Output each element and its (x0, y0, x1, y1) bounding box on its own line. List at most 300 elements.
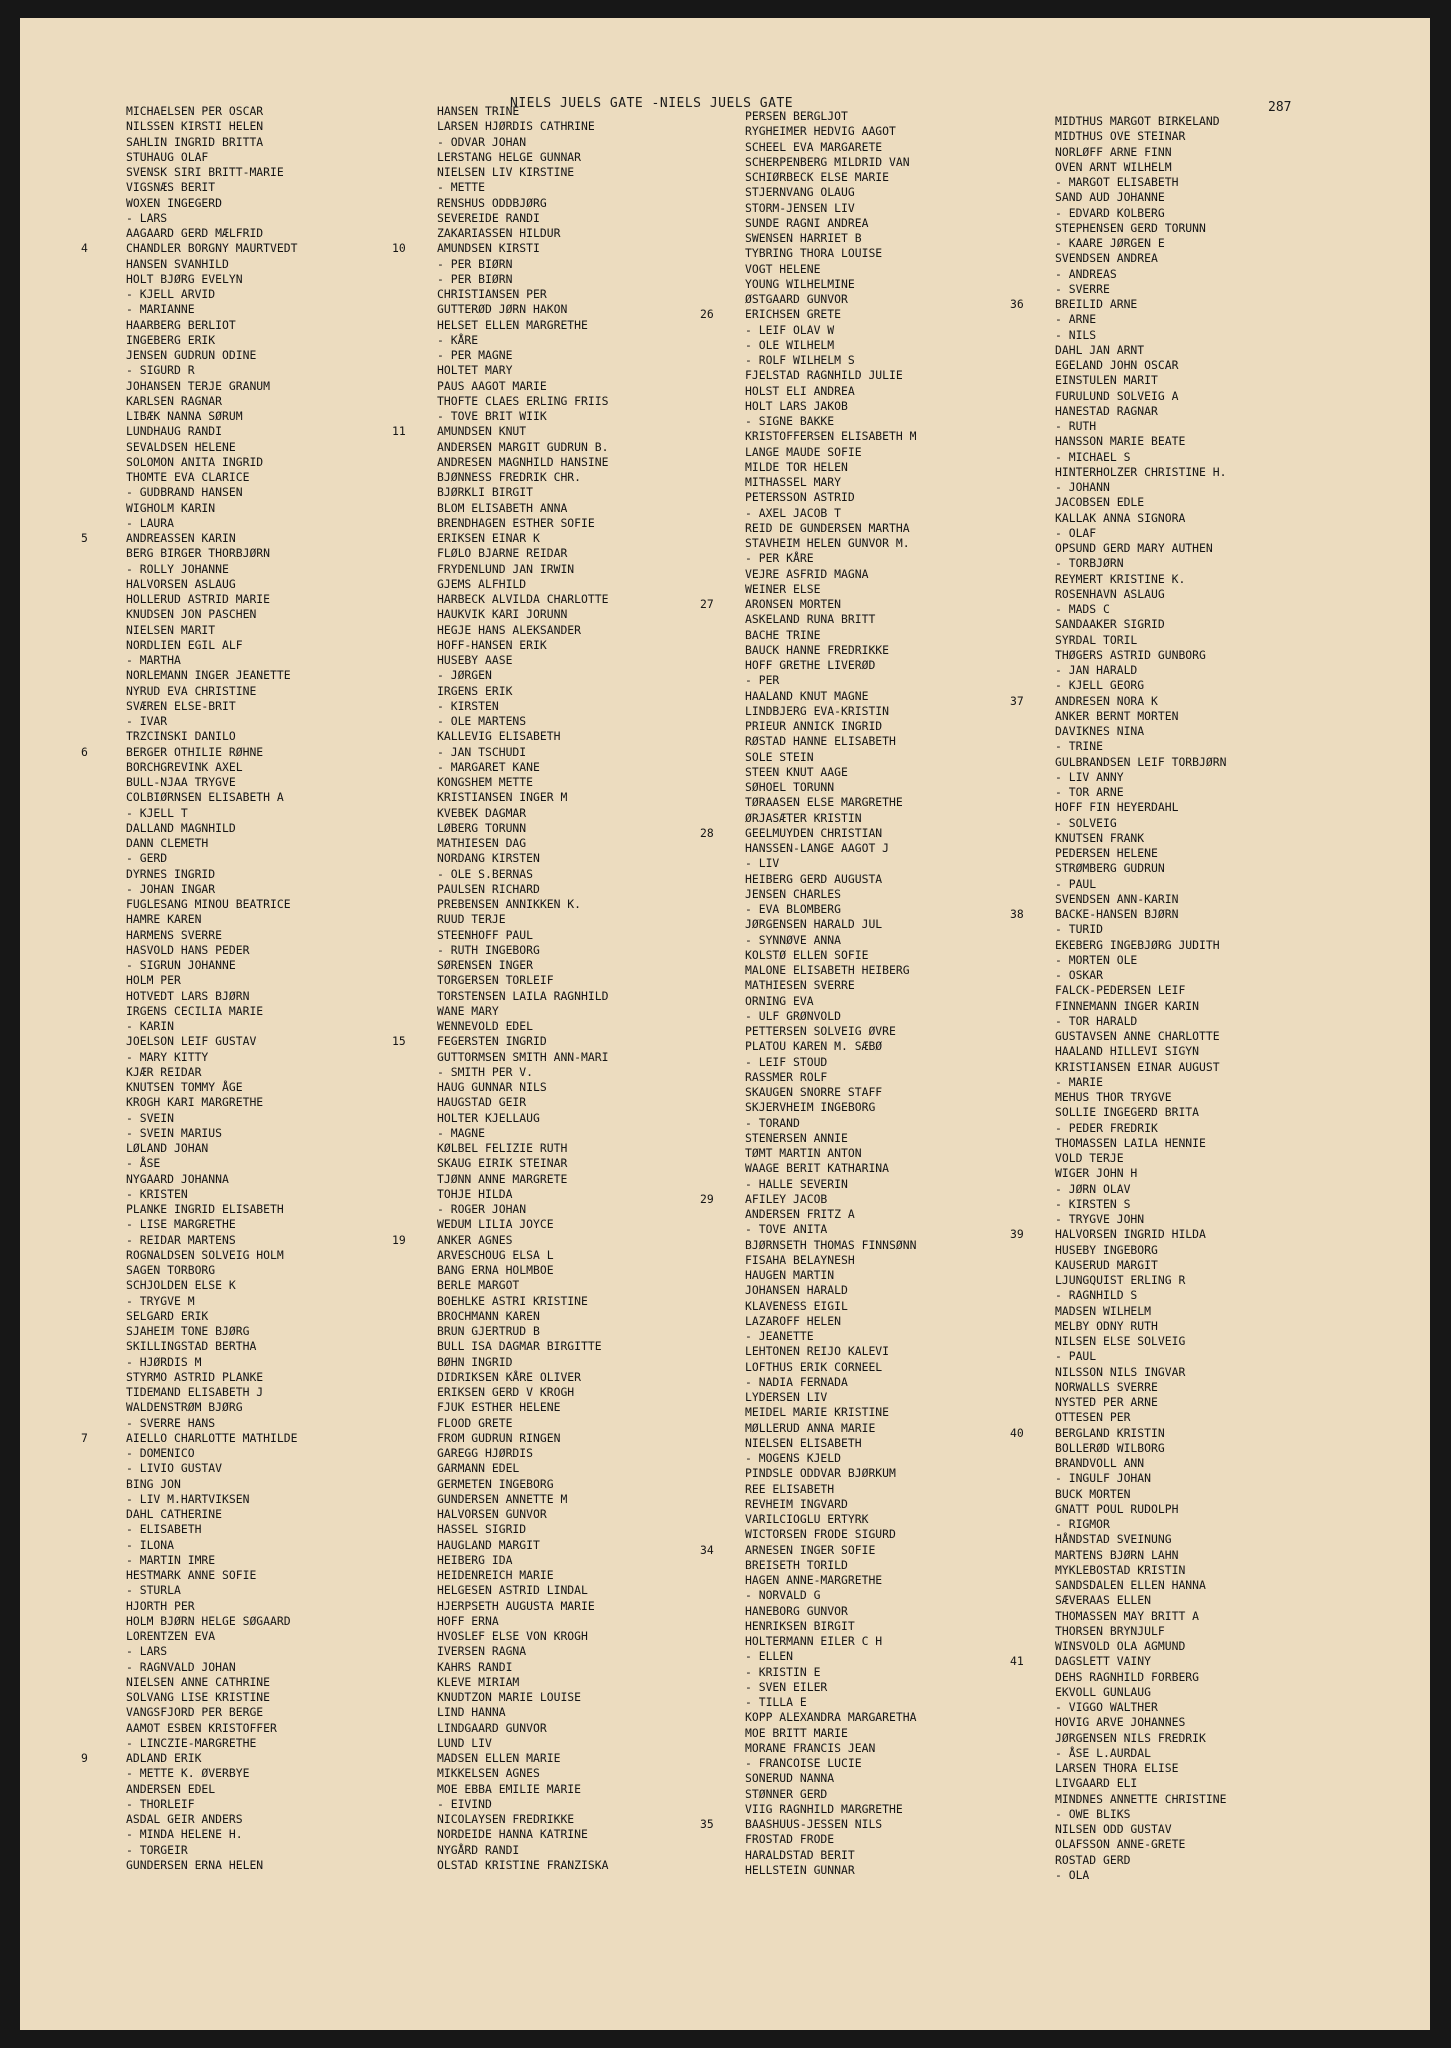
resident-entry (1055, 1014, 1295, 1029)
resident-entry (745, 1451, 985, 1466)
resident-entry (126, 1782, 366, 1797)
resident-entry (745, 399, 985, 414)
resident-entry (745, 567, 985, 582)
resident-entry (1055, 1166, 1295, 1181)
resident-name: - OLE S.BERNAS (437, 866, 534, 881)
resident-name: - TILLA E (745, 1695, 807, 1709)
resident-name: - JEANETTE (745, 1329, 814, 1343)
resident-name: VEJRE ASFRID MAGNA (745, 566, 869, 581)
resident-name: HENRIKSEN BIRGIT (745, 1618, 855, 1633)
resident-entry (745, 704, 985, 719)
resident-name: GUNDERSEN ANNETTE M (437, 1491, 568, 1506)
resident-entry (745, 994, 985, 1009)
resident-entry (1055, 1593, 1295, 1608)
resident-name: SCHIØRBECK ELSE MARIE (745, 170, 890, 184)
resident-entry (745, 1512, 985, 1527)
resident-entry (437, 1675, 677, 1690)
resident-name: SØHOEL TORUNN (745, 780, 835, 794)
resident-name: REVHEIM INGVARD (745, 1496, 848, 1511)
resident-name: ANKER AGNES (437, 1232, 513, 1247)
resident-name: ORNING EVA (745, 993, 814, 1008)
resident-name: SEVALDSEN HELENE (126, 439, 236, 454)
resident-entry (126, 1324, 366, 1339)
resident-entry (1055, 1456, 1295, 1471)
resident-entry (126, 1019, 366, 1034)
resident-name: - THORLEIF (126, 1796, 195, 1811)
resident-name: SOLLIE INGEGERD BRITA (1055, 1105, 1200, 1120)
resident-entry (1055, 846, 1295, 861)
resident-name: - LEIF STOUD (745, 1054, 828, 1069)
resident-entry (392, 241, 677, 256)
resident-name: EKVOLL GUNLAUG (1055, 1684, 1152, 1699)
resident-entry (126, 1614, 366, 1629)
resident-entry (437, 1141, 677, 1156)
resident-name: HANSSEN-LANGE AAGOT J (745, 841, 890, 855)
resident-entry (437, 455, 677, 470)
resident-entry (126, 1538, 366, 1553)
resident-entry (437, 272, 677, 287)
resident-name: - TOR HARALD (1055, 1013, 1138, 1028)
resident-entry (437, 1492, 677, 1507)
resident-entry (745, 1680, 985, 1695)
resident-entry (1055, 1471, 1295, 1486)
resident-entry (1055, 1182, 1295, 1197)
resident-entry (745, 1344, 985, 1359)
resident-entry (1055, 236, 1295, 251)
resident-name: MICHAELSEN PER OSCAR (126, 104, 264, 118)
resident-name: ZAKARIASSEN HILDUR (437, 226, 561, 240)
resident-name: NORWALLS SVERRE (1055, 1379, 1158, 1394)
resident-name: NICOLAYSEN FREDRIKKE (437, 1812, 575, 1826)
resident-entry (1010, 1425, 1295, 1441)
resident-entry (1055, 114, 1295, 129)
resident-entry (126, 851, 366, 866)
resident-name: - ROGER JOHAN (437, 1202, 527, 1216)
resident-entry (1055, 495, 1295, 510)
resident-entry (1055, 465, 1295, 480)
resident-name: TIDEMAND ELISABETH J (126, 1385, 264, 1399)
resident-entry (1055, 877, 1295, 892)
resident-name: BØHN INGRID (437, 1354, 513, 1369)
resident-entry (1055, 648, 1295, 663)
resident-name: - ULF GRØNVOLD (745, 1008, 842, 1023)
resident-entry (126, 592, 366, 607)
resident-entry (437, 775, 677, 790)
resident-entry (437, 104, 677, 119)
resident-entry (1055, 709, 1295, 724)
resident-entry (126, 1187, 366, 1202)
resident-name: - TRYGVE M (126, 1293, 195, 1308)
resident-name: BUCK MORTEN (1055, 1486, 1131, 1501)
resident-entry (437, 1721, 677, 1736)
resident-name: - KIRSTEN (437, 698, 499, 713)
resident-entry (437, 760, 677, 775)
resident-name: - SIGRUN JOHANNE (126, 958, 236, 972)
resident-name: - TOVE BRIT WIIK (437, 409, 547, 423)
resident-entry (126, 1568, 366, 1583)
resident-entry (437, 1568, 677, 1583)
resident-name: ASKELAND RUNA BRITT (745, 612, 876, 627)
resident-name: LANGE MAUDE SOFIE (745, 444, 862, 459)
resident-entry (437, 318, 677, 333)
resident-entry (745, 429, 985, 444)
resident-entry (437, 363, 677, 378)
house-number: 38 (1010, 907, 1024, 921)
resident-name: - LISE MARGRETHE (126, 1217, 236, 1232)
resident-entry (745, 140, 985, 155)
resident-name: HANSEN SVANHILD (126, 256, 229, 271)
resident-name: - MADS C (1055, 602, 1110, 616)
resident-name: VIGSNÆS BERIT (126, 180, 216, 195)
resident-entry (126, 714, 366, 729)
resident-name: HOFF FIN HEYERDAHL (1055, 800, 1179, 815)
resident-entry (437, 867, 677, 882)
resident-entry (437, 1812, 677, 1827)
resident-name: - JOHANN (1055, 480, 1110, 494)
resident-entry (437, 790, 677, 805)
resident-name: - LARS (126, 1644, 168, 1659)
resident-entry (1055, 1822, 1295, 1837)
resident-entry (1055, 1548, 1295, 1563)
resident-entry (437, 668, 677, 683)
resident-entry (437, 180, 677, 195)
resident-name: IRGENS CECILIA MARIE (126, 1003, 264, 1018)
resident-entry (437, 1477, 677, 1492)
resident-entry (126, 1766, 366, 1781)
resident-entry (437, 653, 677, 668)
resident-entry (745, 1649, 985, 1664)
resident-entry (437, 623, 677, 638)
resident-name: SOLVANG LISE KRISTINE (126, 1690, 271, 1704)
resident-name: - EVA BLOMBERG (745, 902, 842, 916)
resident-entry (1055, 1685, 1295, 1700)
resident-name: LAZAROFF HELEN (745, 1313, 842, 1328)
resident-entry (1055, 1517, 1295, 1532)
resident-entry (126, 1583, 366, 1598)
resident-entry (1055, 1258, 1295, 1273)
resident-name: NYSTED PER ARNE (1055, 1395, 1158, 1409)
resident-name: - ILONA (126, 1537, 175, 1552)
resident-entry (437, 745, 677, 760)
resident-entry (1055, 1395, 1295, 1410)
resident-entry (392, 1232, 677, 1248)
resident-name: - MARIE (1055, 1074, 1104, 1089)
resident-entry (1055, 724, 1295, 739)
resident-name: BULL-NJAA TRYGVE (126, 775, 236, 789)
resident-entry (745, 1085, 985, 1100)
resident-name: HAUGLAND MARGIT (437, 1537, 540, 1552)
resident-name: MELBY ODNY RUTH (1055, 1318, 1158, 1333)
resident-name: - SVEIN (126, 1110, 175, 1125)
resident-name: MIDTHUS OVE STEINAR (1055, 129, 1186, 144)
resident-entry (126, 546, 366, 561)
resident-name: BREILID ARNE (1055, 297, 1138, 311)
resident-name: RENSHUS ODDBJØRG (437, 195, 547, 210)
resident-entry (745, 887, 985, 902)
resident-entry (437, 562, 677, 577)
resident-entry (437, 1751, 677, 1766)
resident-name: - KJELL ARVID (126, 287, 216, 301)
resident-name: DYRNES INGRID (126, 866, 216, 881)
resident-entry (126, 623, 366, 638)
resident-entry (745, 948, 985, 963)
resident-entry (437, 1736, 677, 1751)
resident-entry (1055, 968, 1295, 983)
resident-name: - INGULF JOHAN (1055, 1471, 1152, 1486)
resident-name: - MAGNE (437, 1125, 486, 1140)
resident-entry (437, 1019, 677, 1034)
resident-name: THØGERS ASTRID GUNBORG (1055, 647, 1206, 662)
resident-entry (437, 1599, 677, 1614)
resident-name: STJERNVANG OLAUG (745, 185, 855, 200)
resident-name: STAVHEIM HELEN GUNVOR M. (745, 536, 910, 550)
resident-name: PERSEN BERGLJOT (745, 109, 848, 123)
resident-entry (745, 216, 985, 231)
resident-name: SVÆREN ELSE-BRIT (126, 698, 236, 713)
resident-entry (700, 1191, 985, 1207)
resident-name: BAUCK HANNE FREDRIKKE (745, 642, 890, 657)
resident-name: SAND AUD JOHANNE (1055, 190, 1165, 205)
resident-name: THOMTE EVA CLARICE (126, 470, 250, 484)
resident-entry (1055, 419, 1295, 434)
resident-entry (1055, 282, 1295, 297)
resident-name: - KJELL GEORG (1055, 678, 1145, 693)
resident-name: MITHASSEL MARY (745, 475, 842, 489)
resident-name: HJORTH PER (126, 1598, 195, 1613)
resident-name: VOGT HELENE (745, 261, 821, 276)
resident-entry (1055, 1441, 1295, 1456)
resident-entry (126, 638, 366, 653)
resident-entry (745, 872, 985, 887)
resident-entry (126, 272, 366, 287)
resident-name: MEIDEL MARIE KRISTINE (745, 1405, 890, 1420)
resident-entry (745, 1527, 985, 1542)
page-number: 287 (1268, 100, 1292, 115)
resident-name: - TURID (1055, 922, 1104, 937)
resident-entry (126, 1599, 366, 1614)
resident-name: WEDUM LILIA JOYCE (437, 1217, 554, 1232)
resident-name: STENERSEN ANNIE (745, 1130, 848, 1145)
resident-entry (745, 1207, 985, 1222)
resident-entry (745, 551, 985, 566)
resident-name: GUTTERØD JØRN HAKON (437, 302, 568, 317)
resident-name: BACHE TRINE (745, 627, 821, 642)
resident-entry (1055, 770, 1295, 785)
resident-name: HAARBERG BERLIOT (126, 317, 236, 332)
resident-name: - RAGNHILD S (1055, 1288, 1138, 1303)
resident-name: ANDERSEN EDEL (126, 1781, 216, 1796)
resident-entry (126, 1004, 366, 1019)
resident-name: MATHIESEN SVERRE (745, 978, 855, 993)
resident-name: HOLTER KJELLAUG (437, 1110, 540, 1125)
resident-entry (126, 973, 366, 988)
resident-entry (437, 516, 677, 531)
resident-entry (126, 485, 366, 500)
resident-entry (437, 302, 677, 317)
resident-name: BJØNNESS FREDRIK CHR. (437, 470, 582, 484)
resident-entry (745, 1177, 985, 1192)
resident-name: KNUTSEN TOMMY ÅGE (126, 1080, 243, 1094)
resident-entry (1055, 800, 1295, 815)
resident-entry (1055, 1288, 1295, 1303)
resident-entry (126, 1095, 366, 1110)
resident-name: WAAGE BERIT KATHARINA (745, 1161, 890, 1176)
resident-name: HEGJE HANS ALEKSANDER (437, 622, 582, 637)
resident-name: BRENDHAGEN ESTHER SOFIE (437, 515, 595, 530)
resident-name: - ROLF WILHELM S (745, 353, 855, 367)
resident-name: LEHTONEN REIJO KALEVI (745, 1344, 890, 1359)
resident-name: VIIG RAGNHILD MARGRETHE (745, 1801, 903, 1816)
resident-name: DAVIKNES NINA (1055, 724, 1145, 738)
resident-entry (745, 1695, 985, 1710)
resident-entry (437, 1355, 677, 1370)
resident-name: NYGÅRD RANDI (437, 1842, 520, 1857)
resident-entry (126, 668, 366, 683)
resident-entry (1055, 526, 1295, 541)
resident-entry (437, 851, 677, 866)
resident-name: LIND HANNA (437, 1705, 506, 1720)
resident-entry (126, 211, 366, 226)
resident-name: HAGEN ANNE-MARGRETHE (745, 1573, 883, 1587)
resident-name: ERIKSEN EINAR K (437, 531, 540, 545)
resident-entry (126, 1126, 366, 1141)
resident-entry (437, 958, 677, 973)
resident-name: STORM-JENSEN LIV (745, 200, 855, 215)
resident-name: HEIBERG IDA (437, 1552, 513, 1567)
resident-name: PRIEUR ANNICK INGRID (745, 719, 883, 733)
resident-entry (437, 1111, 677, 1126)
resident-name: - KJELL T (126, 805, 188, 820)
resident-name: OVEN ARNT WILHELM (1055, 159, 1172, 174)
resident-entry (126, 1660, 366, 1675)
resident-entry (126, 1629, 366, 1644)
resident-entry (126, 775, 366, 790)
resident-entry (745, 506, 985, 521)
resident-entry (126, 1355, 366, 1370)
resident-entry (437, 379, 677, 394)
resident-entry (126, 1507, 366, 1522)
resident-name: - MARY KITTY (126, 1049, 209, 1064)
resident-name: AAMOT ESBEN KRISTOFFER (126, 1720, 277, 1735)
resident-name: SKJERVHEIM INGEBORG (745, 1100, 876, 1115)
resident-name: FLØLO BJARNE REIDAR (437, 546, 568, 561)
resident-name: - RIGMOR (1055, 1517, 1110, 1531)
resident-name: - MOGENS KJELD (745, 1451, 842, 1465)
resident-name: MADSEN ELLEN MARIE (437, 1751, 561, 1765)
resident-name: - RUTH (1055, 419, 1097, 433)
resident-entry (437, 196, 677, 211)
resident-entry (126, 1827, 366, 1842)
resident-entry (126, 135, 366, 150)
resident-name: HOTVEDT LARS BJØRN (126, 988, 250, 1003)
resident-entry (126, 684, 366, 699)
resident-name: BORCHGREVINK AXEL (126, 759, 243, 774)
resident-name: - KARIN (126, 1019, 175, 1033)
resident-name: MORANE FRANCIS JEAN (745, 1740, 876, 1755)
resident-name: - TRINE (1055, 739, 1104, 754)
resident-name: - LEIF OLAV W (745, 322, 835, 337)
resident-name: - JAN TSCHUDI (437, 744, 527, 759)
resident-name: - METTE (437, 180, 486, 195)
resident-name: - PER BIØRN (437, 256, 513, 271)
resident-entry (745, 1268, 985, 1283)
resident-entry (437, 1782, 677, 1797)
resident-entry (437, 1126, 677, 1141)
house-number: 7 (81, 1430, 88, 1445)
house-number: 4 (81, 241, 88, 256)
resident-name: ARONSEN MORTEN (745, 597, 842, 611)
resident-entry (126, 729, 366, 744)
resident-entry (1055, 953, 1295, 968)
resident-entry (745, 856, 985, 871)
resident-name: LØLAND JOHAN (126, 1141, 209, 1155)
resident-name: - GERD (126, 851, 168, 866)
resident-entry (437, 638, 677, 653)
resident-entry (126, 1309, 366, 1324)
resident-entry (745, 1405, 985, 1420)
resident-entry (1055, 1319, 1295, 1334)
resident-entry (437, 1629, 677, 1644)
resident-entry (1055, 602, 1295, 617)
resident-entry (1055, 617, 1295, 632)
resident-entry (126, 607, 366, 622)
resident-name: MIDTHUS MARGOT BIRKELAND (1055, 114, 1220, 128)
resident-name: GUSTAVSEN ANNE CHARLOTTE (1055, 1029, 1220, 1043)
resident-entry (1055, 1380, 1295, 1395)
resident-entry (126, 1492, 366, 1507)
resident-entry (1055, 1639, 1295, 1654)
resident-name: MOE BRITT MARIE (745, 1725, 848, 1740)
resident-entry (745, 521, 985, 536)
resident-entry (745, 475, 985, 490)
house-number: 34 (700, 1542, 714, 1557)
resident-entry (81, 744, 366, 760)
resident-name: MEHUS THOR TRYGVE (1055, 1090, 1172, 1104)
resident-name: KOLSTØ ELLEN SOFIE (745, 947, 869, 962)
resident-entry (1055, 1731, 1295, 1746)
resident-name: SVENDSEN ANN-KARIN (1055, 891, 1179, 906)
resident-entry (1055, 1365, 1295, 1380)
resident-entry (1055, 1746, 1295, 1761)
resident-entry (1055, 206, 1295, 221)
resident-entry (126, 318, 366, 333)
resident-name: - KIRSTEN S (1055, 1196, 1131, 1211)
resident-name: THOMASSEN MAY BRITT A (1055, 1608, 1200, 1623)
resident-entry (437, 1263, 677, 1278)
resident-name: - ARNE (1055, 312, 1097, 327)
resident-entry (437, 1690, 677, 1705)
resident-entry (126, 577, 366, 592)
resident-entry (745, 1588, 985, 1603)
resident-entry (745, 292, 985, 307)
resident-entry (126, 363, 366, 378)
resident-entry (1055, 983, 1295, 998)
resident-entry (745, 1771, 985, 1786)
resident-entry (126, 1400, 366, 1415)
resident-entry (126, 1339, 366, 1354)
resident-name: WALDENSTRØM BJØRG (126, 1400, 243, 1415)
resident-name: - OLA (1055, 1867, 1090, 1882)
resident-entry (126, 1233, 366, 1248)
resident-entry (745, 1299, 985, 1314)
resident-name: HELGESEN ASTRID LINDAL (437, 1583, 588, 1598)
resident-entry (126, 1080, 366, 1095)
resident-name: TOHJE HILDA (437, 1186, 513, 1201)
resident-entry (1055, 1060, 1295, 1075)
house-number: 37 (1010, 693, 1024, 708)
resident-entry (745, 1482, 985, 1497)
resident-entry (126, 958, 366, 973)
